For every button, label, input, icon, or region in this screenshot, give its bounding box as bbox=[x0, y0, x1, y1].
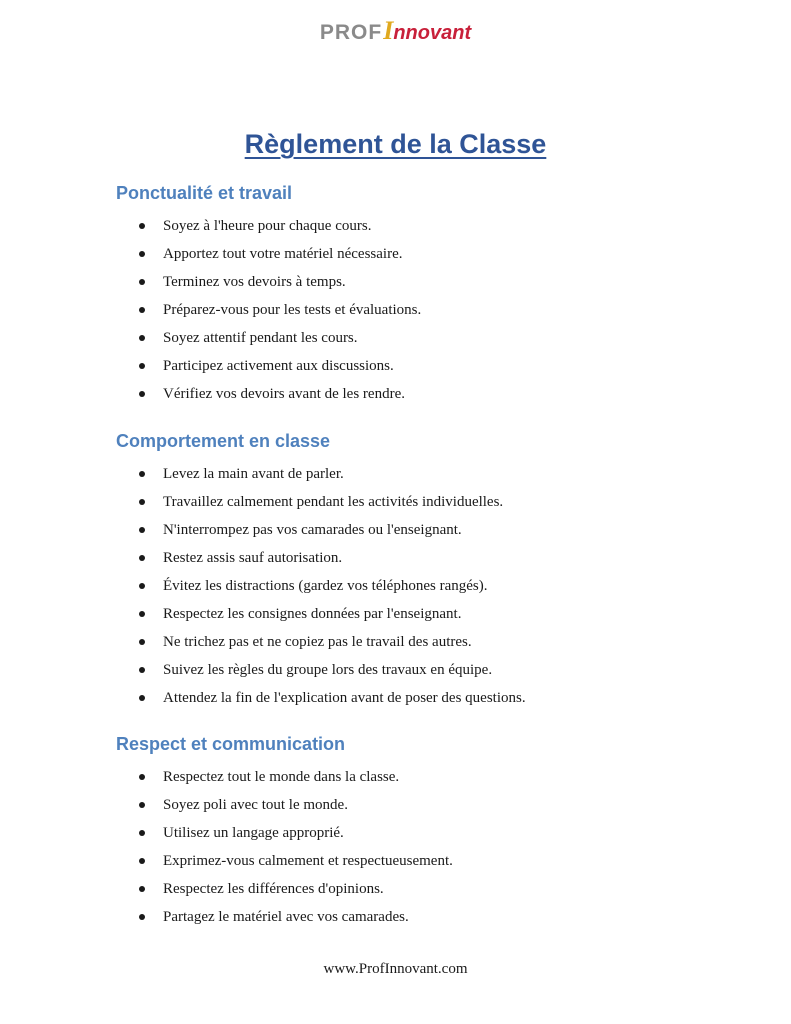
list-item-text: Attendez la fin de l'explication avant de poser des questions. bbox=[163, 690, 526, 706]
list-item bbox=[0, 576, 791, 604]
list-item bbox=[0, 356, 791, 384]
bullet-icon bbox=[139, 251, 145, 257]
section-heading: Comportement en classe bbox=[116, 431, 331, 451]
page-title: Règlement de la Classe bbox=[244, 129, 547, 159]
list-item bbox=[0, 384, 791, 412]
section-heading: Respect et communication bbox=[116, 734, 346, 754]
list-item-text: Travaillez calmement pendant les activités individuelles. bbox=[163, 494, 504, 510]
list-item bbox=[0, 492, 791, 520]
rule-list bbox=[0, 464, 791, 716]
bullet-icon bbox=[139, 639, 145, 645]
bullet-icon bbox=[139, 471, 145, 477]
list-item-text: Partagez le matériel avec vos camarades. bbox=[163, 909, 409, 925]
list-item bbox=[0, 300, 791, 328]
list-item bbox=[0, 823, 791, 851]
section-heading: Ponctualité et travail bbox=[116, 183, 293, 203]
bullet-icon bbox=[139, 279, 145, 285]
list-item-text: Vérifiez vos devoirs avant de les rendre. bbox=[163, 386, 405, 402]
footer-url: www.ProfInnovant.com bbox=[323, 961, 468, 977]
logo-innovant-text: nnovant bbox=[393, 22, 472, 44]
list-item-text: Restez assis sauf autorisation. bbox=[163, 550, 343, 566]
list-item bbox=[0, 851, 791, 879]
list-item-text: Évitez les distractions (gardez vos téléphones rangés). bbox=[163, 578, 488, 594]
list-item bbox=[0, 328, 791, 356]
list-item bbox=[0, 464, 791, 492]
bullet-icon bbox=[139, 667, 145, 673]
list-item bbox=[0, 632, 791, 660]
list-item-text: N'interrompez pas vos camarades ou l'enseignant. bbox=[163, 522, 462, 538]
list-item bbox=[0, 216, 791, 244]
bullet-icon bbox=[139, 583, 145, 589]
list-item bbox=[0, 272, 791, 300]
bullet-icon bbox=[139, 223, 145, 229]
bullet-icon bbox=[139, 527, 145, 533]
list-item bbox=[0, 520, 791, 548]
list-item bbox=[0, 688, 791, 716]
list-item bbox=[0, 548, 791, 576]
bullet-icon bbox=[139, 335, 145, 341]
bullet-icon bbox=[139, 307, 145, 313]
list-item bbox=[0, 244, 791, 272]
logo-i-letter: I bbox=[383, 16, 394, 45]
list-item-text: Suivez les règles du groupe lors des travaux en équipe. bbox=[163, 662, 493, 678]
list-item bbox=[0, 795, 791, 823]
list-item bbox=[0, 604, 791, 632]
list-item-text: Levez la main avant de parler. bbox=[163, 466, 344, 482]
bullet-icon bbox=[139, 830, 145, 836]
logo-prof-text: PROF bbox=[319, 21, 383, 44]
list-item-text: Utilisez un langage approprié. bbox=[163, 825, 344, 841]
list-item-text: Apportez tout votre matériel nécessaire. bbox=[163, 246, 403, 262]
list-item-text: Respectez tout le monde dans la classe. bbox=[163, 769, 400, 785]
bullet-icon bbox=[139, 695, 145, 701]
bullet-icon bbox=[139, 555, 145, 561]
bullet-icon bbox=[139, 363, 145, 369]
bullet-icon bbox=[139, 914, 145, 920]
list-item-text: Préparez-vous pour les tests et évaluations. bbox=[163, 302, 422, 318]
list-item bbox=[0, 767, 791, 795]
list-item-text: Soyez poli avec tout le monde. bbox=[163, 797, 348, 813]
bullet-icon bbox=[139, 774, 145, 780]
list-item bbox=[0, 879, 791, 907]
bullet-icon bbox=[139, 858, 145, 864]
list-item bbox=[0, 907, 791, 935]
profinnovant-logo bbox=[0, 16, 791, 50]
list-item-text: Exprimez-vous calmement et respectueusement. bbox=[163, 853, 453, 869]
list-item-text: Soyez attentif pendant les cours. bbox=[163, 330, 358, 346]
list-item-text: Ne trichez pas et ne copiez pas le travail des autres. bbox=[163, 634, 472, 650]
bullet-icon bbox=[139, 499, 145, 505]
list-item-text: Respectez les différences d'opinions. bbox=[163, 881, 384, 897]
list-item-text: Respectez les consignes données par l'enseignant. bbox=[163, 606, 462, 622]
bullet-icon bbox=[139, 611, 145, 617]
rule-list bbox=[0, 767, 791, 935]
list-item bbox=[0, 660, 791, 688]
list-item-text: Participez activement aux discussions. bbox=[163, 358, 394, 374]
list-item-text: Terminez vos devoirs à temps. bbox=[163, 274, 346, 290]
list-item-text: Soyez à l'heure pour chaque cours. bbox=[163, 218, 372, 234]
bullet-icon bbox=[139, 391, 145, 397]
rule-list bbox=[0, 216, 791, 412]
bullet-icon bbox=[139, 886, 145, 892]
bullet-icon bbox=[139, 802, 145, 808]
